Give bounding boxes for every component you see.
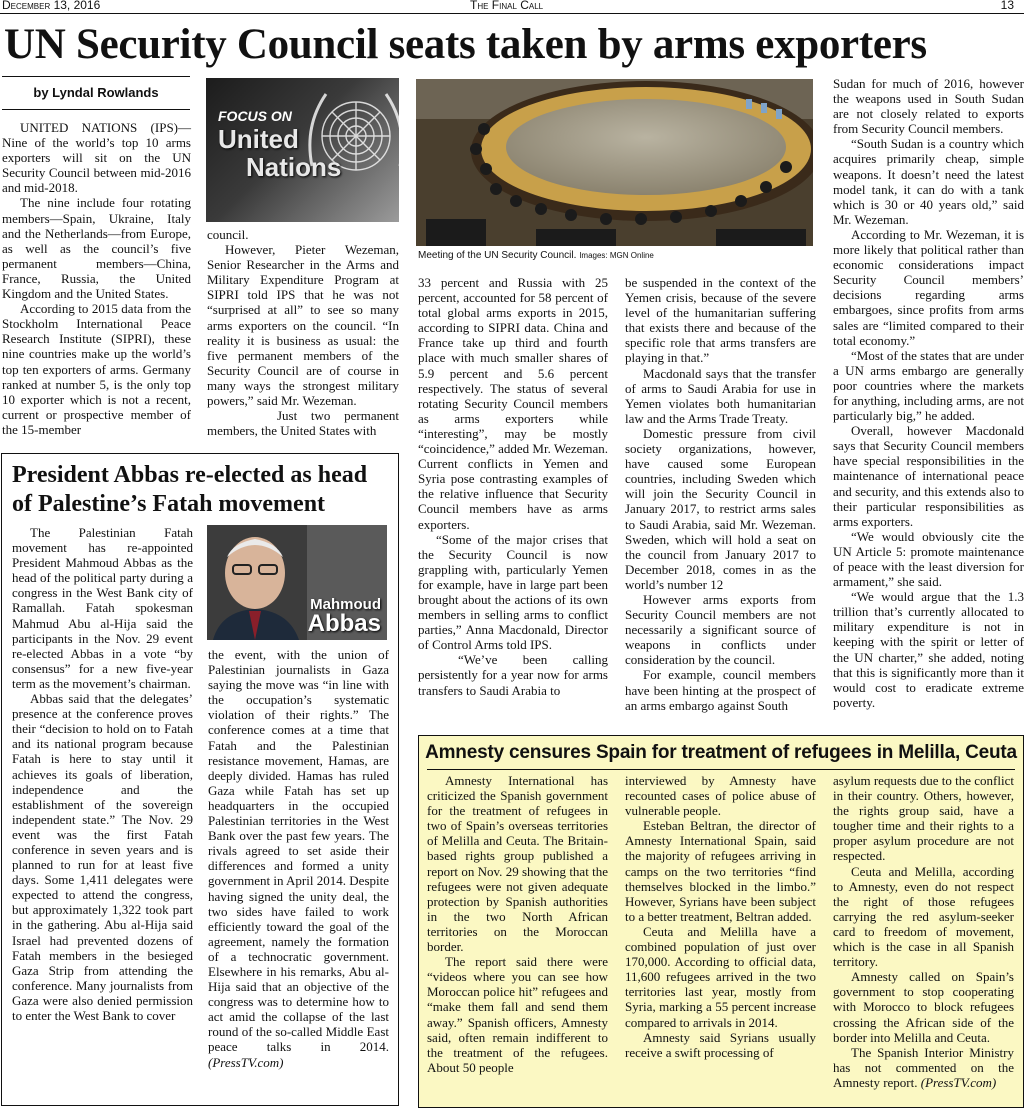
paragraph: Macdonald says that the transfer of arms to Saudi Arabia for use in Yemen violates both humanitarian law and the Arms Trade Treaty.: [625, 365, 816, 426]
photo-name-label: [308, 597, 381, 636]
security-council-chamber: [416, 79, 813, 246]
publication-name: The Final Call: [470, 0, 544, 12]
paragraph: The report said there were “videos where you can see how Moroccan police hit” refugees and “make them fall and send them away.” Spanish officers, Amnesty said, often remain indifferent to the treatment of the refugees. About 50 people: [427, 954, 608, 1075]
paragraph: Amnesty International has criticized the Spanish government for the treatment of refugees in two of Spain’s overseas territories of Melilla and Ceuta. The Britain-based rights group published a report on Nov. 29 showing that the refugees were not given adequate protection by Spanish authorities in the two North African territories on the Moroccan border.: [427, 773, 608, 955]
paragraph: interviewed by Amnesty have recounted cases of police abuse of vulnerable people.: [625, 773, 816, 819]
page-number: 13: [1000, 0, 1014, 12]
caption-text: Meeting of the UN Security Council.: [418, 250, 577, 261]
photo-caption: [418, 250, 814, 261]
paragraph: “South Sudan is a country which acquires primarily cheap, simple weapons. It doesn’t need the latest model tank, it can do with a tank which is 30 or 40 years old,” said Mr. Wezeman.: [833, 136, 1024, 227]
logo-line-3: Nations: [246, 152, 342, 182]
abbas-photo: [207, 525, 387, 640]
paragraph: Esteban Beltran, the director of Amnesty International Spain, said the majority of refugees arriving in camps on the two territories “find themselves blocked in the limbo.” However, Syrians have been subject to a better treatment, Beltran added.: [625, 818, 816, 924]
paragraph: asylum requests due to the conflict in their country. Others, however, the rights group said, have a tougher time and their rights to a proper asylum procedure are not respected.: [833, 773, 1014, 864]
paragraph: For example, council members have been hinting at the prospect of an arms embargo against South: [625, 667, 816, 713]
paragraph: Abbas said that the delegates’ presence at the conference proves their “decision to hold on to Fatah and its national program because Fatah is here to stay until it achieves its goals of liberation, independence and the establishment of the sovereign independent state.” The Nov. 29 event was the first Fatah conference in seven years and is planned to run for at least five days. Some 1,411 delegates were expected to attend the congress, but approximately 1,322 took part in the gathering. Abu al-Hija said Israel had prevented dozens of Fatah members in the besieged Gaza Strip from attending the conference. Many journalists from Gaza were also denied permission to enter the West Bank to cover: [12, 691, 193, 1023]
focus-on-un-logo: [206, 78, 399, 222]
amnesty-col-2: [625, 773, 816, 1060]
paragraph: The nine include four rotating members—Spain, Ukraine, Italy and the Netherlands—from Europe, as well as the council’s five permanent members—China, France, Russia, the United Kingdom and the United States.: [2, 195, 191, 302]
paragraph: Ceuta and Melilla have a combined population of just over 170,000. According to official data, 11,600 refugees arrived in the two territories last year, mostly from Syria, marking a 55 percent increase compared to arrivals in 2014.: [625, 923, 816, 1030]
amnesty-col-3: [833, 773, 1014, 1090]
logo-line-2: United: [218, 124, 299, 154]
abbas-col-2: [208, 647, 389, 1070]
paragraph: Domestic pressure from civil society organizations, however, have caused some European countries, including Sweden which will join the Security Council in January 2017, to restrict arms sales to Saudi Arabia, said Mr. Wezeman. Sweden, which will hold a seat on the council from January 2017 to December 2018, comes in as the world’s number 12: [625, 425, 816, 592]
running-head: [0, 0, 1024, 14]
abbas-col-1: [12, 525, 193, 1023]
abbas-headline: President Abbas re-elected as head of Palestine’s Fatah movement: [12, 462, 368, 517]
main-col-3: [418, 275, 608, 698]
main-col-2: [207, 227, 399, 438]
paragraph: According to Mr. Wezeman, it is more likely that political rather than economic considerations impact Security Council members’ decisions regarding arms embargoes, since profits from arms sales are “limited compared to their total economy.”: [833, 226, 1024, 348]
divider: [427, 769, 1015, 770]
paragraph-text: The Spanish Interior Ministry has not commented on the Amnesty report.: [833, 1044, 1014, 1090]
source-credit: (PressTV.com): [208, 1054, 284, 1070]
issue-date: December 13, 2016: [2, 0, 101, 12]
paragraph: “Most of the states that are under a UN arms embargo are generally poor countries where the markets for anything, including arms, are not particularly big,” he added.: [833, 347, 1024, 424]
paragraph: council.: [207, 227, 249, 242]
byline: by Lyndal Rowlands: [2, 76, 190, 110]
paragraph: UNITED NATIONS (IPS)—Nine of the world’s top 10 arms exporters will sit on the UN Security Council between mid-2016 and mid-2018.: [2, 120, 191, 196]
paragraph: Sudan for much of 2016, however the weapons used in South Sudan are not closely related to exports from Security Council members.: [833, 76, 1024, 137]
main-headline: UN Security Council seats taken by arms exporters: [4, 21, 927, 68]
paragraph: [208, 647, 389, 1070]
paragraph: Ceuta and Melilla, according to Amnesty, even do not respect the right of those refugees carrying the red asylum-seeker card to freedom of movement, which is the case in all Spanish territory.: [833, 863, 1014, 970]
amnesty-col-1: [427, 773, 608, 1075]
main-col-5: [833, 76, 1024, 710]
paragraph: be suspended in the context of the Yemen crisis, because of the severe level of the humanitarian suffering that exists there and because of the specific role that arms transfers are playing in that.”: [625, 275, 816, 366]
paragraph: According to 2015 data from the Stockholm International Peace Research Institute (SIPRI), these nine countries make up the world’s top ten exporters of arms. Germany ranked at number 5, is the only top 10 exporter which is not a recent, current or prospective member of the 15-member: [2, 301, 191, 437]
main-col-1: [2, 120, 191, 437]
paragraph: The Palestinian Fatah movement has re-appointed President Mahmoud Abbas as the head of the political party during a congress in the West Bank city of Ramallah. Fatah spokesman Mahmud Abu al-Hija said the participants in the Nov. 29 event re-elected Abbas in a vote “by consensus” for a new five-year term as the movement’s chairman.: [12, 525, 193, 691]
paragraph: However arms exports from Security Council members are not necessarily a significant source of weapons in conflicts under consideration by the council.: [625, 591, 816, 668]
amnesty-headline: Amnesty censures Spain for treatment of refugees in Melilla, Ceuta: [425, 742, 1017, 763]
source-credit: (PressTV.com): [920, 1074, 997, 1090]
paragraph: “Some of the major crises that the Security Council is now grappling with, particularly Yemen for example, have in large part been brought about the actions of its own members in selling arms to conflict parties,” Anna Macdonald, Director of Control Arms told IPS.: [418, 531, 608, 653]
paragraph: 33 percent and Russia with 25 percent, accounted for 58 percent of total global arms exports in 2015, according to SIPRI data. China and France take up third and fourth place with much smaller shares of 5.9 percent and 5.6 percent respectively. The status of several rotating Security Council members as arms exporters while “interesting”, may be mostly “coincidence,” added Mr. Wezeman. Current conflicts in Yemen and Syria pose contrasting examples of the relative influence that Security Council members have as arms exporters.: [418, 275, 609, 532]
paragraph: “We would obviously cite the UN Article 5: promote maintenance of peace with the least diversion for armament,” she said.: [833, 528, 1024, 590]
photo-credit: Images: MGN Online: [579, 251, 654, 260]
logo-line-1: FOCUS ON: [218, 108, 292, 124]
name-first: Mahmoud: [310, 596, 381, 613]
paragraph: Amnesty called on Spain’s government to stop cooperating with Morocco to block refugees crossing the African side of the border into Melilla and Ceuta.: [833, 969, 1014, 1045]
paragraph: However, Pieter Wezeman, Senior Researcher in the Arms and Military Expenditure Program at SIPRI told IPS that he was not “surprised at all” to see so many arms exporters on the council. “In reality it is business as usual: the five permanent members of the Security Council are of course in many ways the strongest military powers,” said Mr. Wezeman.: [207, 242, 399, 409]
paragraph: Overall, however Macdonald says that Security Council members have special responsibilities in the maintenance of international peace and security, and this extends also to their particular responsibilities as arms exporters.: [833, 423, 1024, 529]
paragraph: Amnesty said Syrians usually receive a swift processing of: [625, 1029, 816, 1060]
paragraph: [833, 1045, 1014, 1090]
paragraph: “We would argue that the 1.3 trillion that’s currently allocated to military expenditure is not in keeping with the spirit or letter of the UN charter,” she added, noting that this is significantly more than it would cost to eradicate extreme poverty.: [833, 589, 1024, 710]
paragraph-text: the event, with the union of Palestinian journalists in Gaza saying the move was “in line with the occupation’s systematic violation of their rights.” The conference comes at a time that Fatah and the Palestinian resistance movement, Hamas, are deeply divided. Hamas has ruled Gaza while Fatah has set up headquarters in the occupied Palestinian territories in the West Bank over the past few years. The rivals agreed to set aside their differences and formed a unity government in April 2014. Despite having signed the unity deal, the two sides have failed to work efficiently toward the goal of the agreement, namely the formation of a technocratic government. Elsewhere in his remarks, Abu al-Hija said that an objective of the congress was to determine how to act amid the collapse of the last round of the so-called Middle East peace talks in 2014.: [208, 647, 389, 1055]
name-last: Abbas: [307, 610, 381, 637]
paragraph: “We’ve been calling persistently for a year now for arms transfers to Saudi Arabia to: [418, 652, 608, 698]
security-council-photo: [416, 79, 813, 246]
main-col-4: [625, 275, 816, 713]
paragraph: Just two permanent members, the United States with: [207, 408, 399, 439]
